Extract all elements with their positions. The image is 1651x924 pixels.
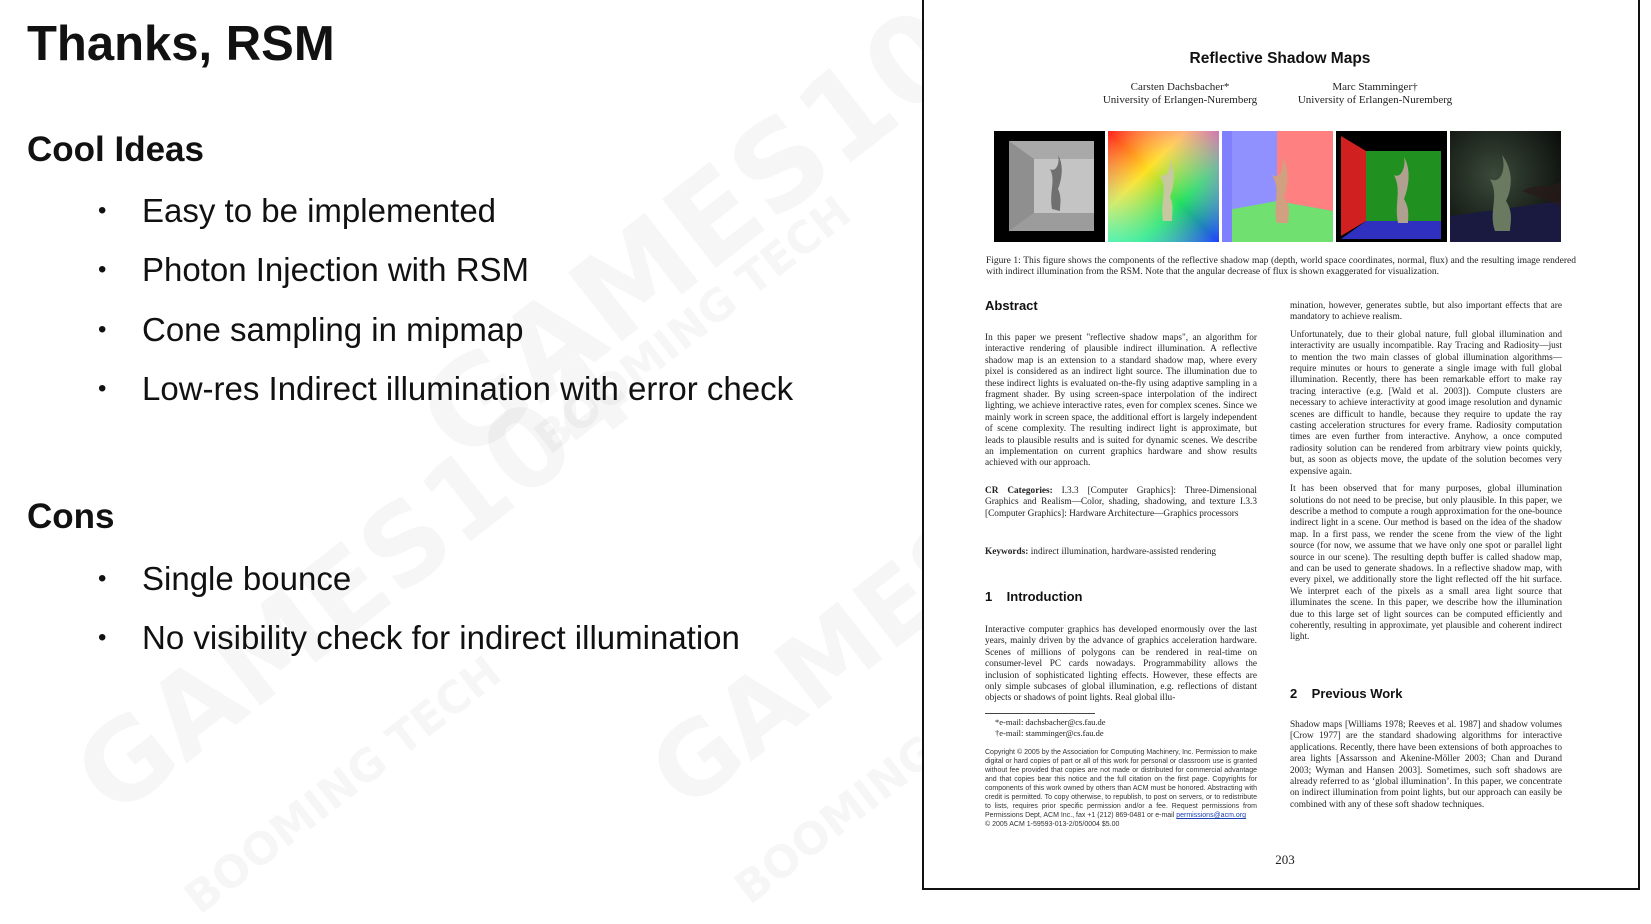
bullet-text: Easy to be implemented bbox=[142, 192, 497, 229]
slide-title: Thanks, RSM bbox=[27, 17, 335, 71]
footnotes bbox=[995, 717, 1257, 739]
figure-caption: Figure 1: This figure shows the components of the reflective shadow map (depth, world space coordinates, normal, flux) and the resulting image rendered with indirect illumination from the RSM. Note that the angular decrease of flux is shown exaggerated for visualization. bbox=[986, 256, 1576, 277]
cr-text: I.3.3 [Computer Graphics]: Three-Dimensional Graphics and Realism—Color, shading, shadowing, and texture I.3.3 [Computer Graphics]: Hardware Architecture—Graphics processors bbox=[985, 486, 1257, 519]
author-block bbox=[1255, 81, 1495, 107]
author-affiliation: University of Erlangen-Nuremberg bbox=[1297, 94, 1453, 106]
footnote: †e-mail: stamminger@cs.fau.de bbox=[995, 728, 1104, 738]
paragraph: It has been observed that for many purposes, global illumination solutions do not need to be precise, but only plausible. In this paper, we describe a method to compute a rough approximation for the one-bounce indirect light in a scene. Our method is based on the idea of the shadow map. In a first pass, we render the scene from the view of the light source (for now, we assume that we have only one spot or parallel light source in our scene). The resulting depth buffer is called shadow map, and can be used to generate shadows. In a reflective shadow map, with every pixel, we additionally store the light reflected off the hit surface. We interpret each of the pixels as a small area light source that illuminates the scene. In this paper, we describe how the illumination due to this large set of light sources can be computed efficiently and coherently, resulting in approximate, yet plausible and coherent indirect light. bbox=[1290, 484, 1562, 643]
previous-work-text: Shadow maps [Williams 1978; Reeves et al. 1987] and shadow volumes [Crow 1977] are the standard shadowing algorithms for interactive applications. Recently, there have been extensions of both approaches to area lights [Assarsson and Akenine-Möller 2003; Chan and Durand 2003; Wyman and Hansen 2003]. Sometimes, such soft shadows are already referred to as ‘global illumination’. In this paper, we concentrate on indirect illumination from point lights, but our approach can easily be combined with any of these soft shadow techniques. bbox=[1290, 720, 1562, 810]
bullet-icon: • bbox=[98, 624, 107, 651]
copyright-notice bbox=[985, 748, 1257, 829]
list-item bbox=[98, 251, 529, 289]
cr-label: CR Categories: bbox=[985, 486, 1053, 496]
cr-categories bbox=[985, 486, 1257, 520]
bullet-icon: • bbox=[98, 316, 107, 343]
cons-heading: Cons bbox=[27, 497, 115, 536]
keywords-text: indirect illumination, hardware-assisted rendering bbox=[1030, 547, 1217, 557]
footnote: *e-mail: dachsbacher@cs.fau.de bbox=[995, 717, 1106, 727]
list-item bbox=[98, 192, 496, 230]
page-number: 203 bbox=[1275, 852, 1295, 867]
bullet-text: No visibility check for indirect illumination bbox=[142, 619, 740, 656]
abstract-text: In this paper we present "reflective shadow maps", an algorithm for interactive rendering of plausible indirect illumination. A reflective shadow map is an extension to a standard shadow map, where every pixel is considered as an indirect light source. The illumination due to these indirect lights is evaluated on-the-fly using adaptive sampling in a fragment shader. By using screen-space interpolation of the indirect lighting, we achieve interactive rates, even for complex scenes. Since we mainly work in screen space, the additional effort is largely independent of scene complexity. The resulting indirect light is approximate, but leads to plausible results and is suited for dynamic scenes. We describe an implementation on current graphics hardware and show results achieved with our approach. bbox=[985, 333, 1257, 469]
list-item bbox=[98, 619, 740, 657]
list-item bbox=[98, 311, 524, 349]
bullet-text: Single bounce bbox=[142, 560, 352, 597]
introduction-heading: 1 Introduction bbox=[985, 589, 1083, 604]
author-name: Carsten Dachsbacher* bbox=[1130, 81, 1230, 93]
copyright-email-link[interactable]: permissions@acm.org bbox=[1176, 812, 1246, 819]
author-name: Marc Stamminger† bbox=[1332, 81, 1418, 93]
list-item bbox=[98, 560, 351, 598]
introduction-text: Interactive computer graphics has developed enormously over the last years, mainly driven by the advance of graphics acceleration hardware. Scenes of millions of polygons can be rendered in real-time on consumer-level PC cards nowadays. Programmability allows the inclusion of sophisticated lighting effects. However, these effects are only simple subcases of global illumination, e.g. reflections of distant objects or shadows of point lights. Real global illu- bbox=[985, 625, 1257, 704]
paper-title: Reflective Shadow Maps bbox=[1189, 50, 1371, 67]
copyright-isbn: © 2005 ACM 1-59593-013-2/05/0004 $5.00 bbox=[985, 821, 1120, 828]
watermark bbox=[525, 187, 861, 465]
figure-rendered-image bbox=[1450, 131, 1561, 242]
figure-worldspace-image bbox=[1108, 131, 1219, 242]
bullet-icon: • bbox=[98, 256, 107, 283]
watermark bbox=[175, 647, 511, 924]
copyright-text: Copyright © 2005 by the Association for Computing Machinery, Inc. Permission to make digital or hard copies of part or all of this work for personal or classroom use is granted without fee provided that copies are not made or distributed for commercial advantage and that copies bear this notice and the full citation on the first page. Copyrights for components of this work owned by others than ACM must be honored. Abstracting with credit is permitted. To copy otherwise, to republish, to post on servers, or to redistribute to lists, requires prior specific permission and/or a fee. Request permissions from Permissions Dept, ACM Inc., fax +1 (212) 869-0481 or e-mail bbox=[985, 749, 1257, 819]
paragraph: Unfortunately, due to their global nature, full global illumination and interactivity are usually incompatible. Ray Tracing and Radiosity—just to mention the two main classes of global illumination algorithms—require minutes or hours to generate a single image with full global illumination. Recently, there has been remarkable effort to make ray tracing interactive (e.g. [Wald et al. 2003]). Compute clusters are necessary to achieve interactivity at good image resolution and dynamic scenes are difficult to handle, because they require to update the ray casting acceleration structures for every frame. Radiosity computation times are even further from interactive. Anyhow, a once computed radiosity solution can be rendered from arbitrary view points quickly, but, as soon as objects move, the update of the solution becomes very expensive again. bbox=[1290, 329, 1562, 477]
figure-normal-image bbox=[1222, 131, 1333, 242]
keywords-label: Keywords: bbox=[985, 547, 1029, 557]
bullet-icon: • bbox=[98, 565, 107, 592]
figure-depth-image bbox=[994, 131, 1105, 242]
figure-flux-image bbox=[1336, 131, 1447, 242]
list-item bbox=[98, 370, 793, 408]
footnote-divider bbox=[985, 713, 1095, 714]
cool-ideas-heading: Cool Ideas bbox=[27, 130, 204, 169]
paragraph: mination, however, generates subtle, but also important effects that are mandatory to achieve realism. bbox=[1290, 301, 1562, 323]
bullet-text: Cone sampling in mipmap bbox=[142, 311, 524, 348]
keywords bbox=[985, 547, 1257, 558]
abstract-heading: Abstract bbox=[985, 298, 1038, 313]
author-affiliation: University of Erlangen-Nuremberg bbox=[1102, 94, 1258, 106]
previous-work-heading: 2 Previous Work bbox=[1290, 686, 1403, 701]
right-column bbox=[1290, 301, 1562, 650]
bullet-icon: • bbox=[98, 197, 107, 224]
bullet-text: Low-res Indirect illumination with error check bbox=[142, 370, 794, 407]
bullet-icon: • bbox=[98, 375, 107, 402]
bullet-text: Photon Injection with RSM bbox=[142, 251, 530, 288]
